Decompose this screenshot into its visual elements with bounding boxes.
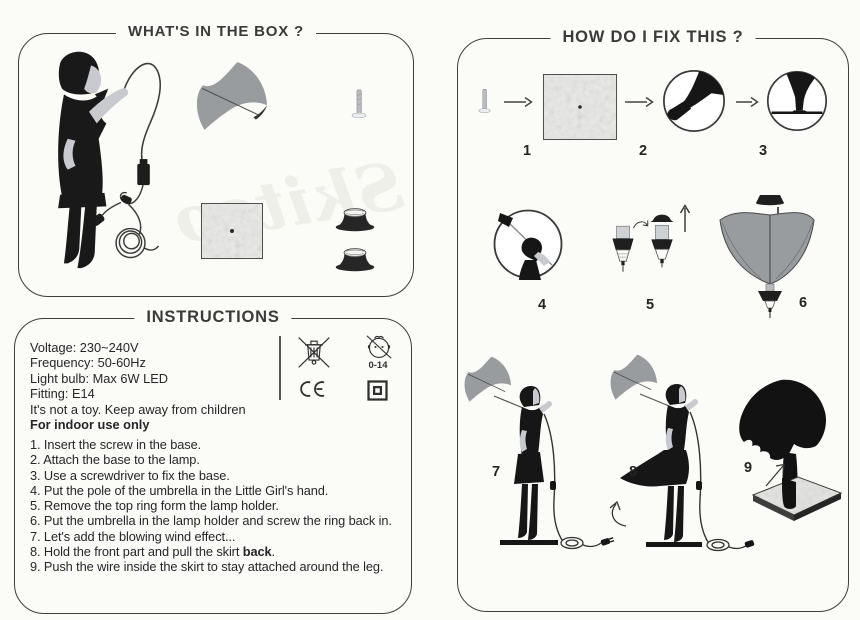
fix-step-number: 6 xyxy=(798,295,808,311)
spec-line: Voltage: 230~240V xyxy=(30,340,139,355)
instruction-steps xyxy=(30,437,392,575)
panel-whats-in-the-box xyxy=(18,23,414,297)
panel-title: WHAT'S IN THE BOX ? xyxy=(116,23,316,40)
instruction-step: 5. Remove the top ring form the lamp holder. xyxy=(30,498,279,514)
age-restriction-icon xyxy=(364,334,394,360)
spec-block xyxy=(30,340,246,432)
fix-step-number: 5 xyxy=(645,297,655,313)
little-girl-with-cord-illustration xyxy=(31,50,176,272)
arrow-right-icon xyxy=(735,96,759,108)
class-ii-icon xyxy=(367,380,388,401)
arrow-up-icon xyxy=(679,204,691,234)
instruction-step: 3. Use a screwdriver to fix the base. xyxy=(30,467,230,483)
umbrella-shade-illustration xyxy=(187,53,275,143)
fix-step-number: 2 xyxy=(638,143,648,159)
fix-step-number: 3 xyxy=(758,143,768,159)
step8-text: 8. Hold the front part and pull the skirt xyxy=(30,544,243,560)
marble-texture xyxy=(544,75,616,139)
lamp-holder-ring-illustration xyxy=(334,244,376,272)
instruction-step: 6. Put the umbrella in the lamp holder and screw the ring back in. xyxy=(30,513,392,529)
spec-line: Light bulb: Max 6W LED xyxy=(30,370,168,386)
instruction-step: 9. Push the wire inside the skirt to stay attached around the leg. xyxy=(30,559,384,575)
spec-icons-divider xyxy=(279,336,281,400)
instruction-step: 2. Attach the base to the lamp. xyxy=(30,452,200,468)
fix-step-number: 1 xyxy=(522,143,532,159)
panel-title: INSTRUCTIONS xyxy=(134,308,291,327)
fix-step-number: 4 xyxy=(537,297,547,313)
fix-step-number: 8 xyxy=(628,464,638,480)
spec-line: Fitting: E14 xyxy=(30,386,95,402)
arrow-right-icon xyxy=(624,96,654,108)
spec-line: It's not a toy. Keep away from children xyxy=(30,401,246,417)
step8-bold-word: back xyxy=(242,544,272,560)
panel-title: HOW DO I FIX THIS ? xyxy=(550,28,755,47)
screw-illustration xyxy=(350,87,368,123)
ce-mark-icon xyxy=(299,380,327,398)
fix-step-number: 9 xyxy=(743,460,753,476)
marble-base-illustration xyxy=(201,203,263,259)
lamp-holder-ring-illustration xyxy=(334,204,376,232)
age-restriction-label: 0-14 xyxy=(368,360,388,371)
step1-screw-illustration xyxy=(477,87,492,117)
fix-step-number: 7 xyxy=(491,464,501,480)
step4-pole-in-hand-illustration xyxy=(492,208,564,280)
paper-watermark: Skitso xyxy=(169,146,409,260)
step8-wind-effect-illustration xyxy=(596,350,756,562)
instruction-step xyxy=(30,544,392,559)
spec-line: Frequency: 50-60Hz xyxy=(30,355,146,371)
spec-line-bold: For indoor use only xyxy=(30,417,150,433)
weee-bin-icon xyxy=(296,334,332,370)
arrow-right-icon xyxy=(503,96,533,108)
marble-texture xyxy=(202,204,262,258)
instruction-step: 7. Let's add the blowing wind effect... xyxy=(30,528,236,544)
step8-text: . xyxy=(271,544,276,560)
instruction-step: 4. Put the pole of the umbrella in the Little Girl's hand. xyxy=(30,482,329,498)
step3-fix-base-illustration xyxy=(765,69,829,133)
instruction-step: 1. Insert the screw in the base. xyxy=(30,437,202,452)
step5-ring-removed-illustration xyxy=(648,210,676,272)
step7-finished-lamp-illustration xyxy=(456,350,616,562)
step2-attach-base-illustration xyxy=(661,68,727,134)
step1-base-plate-illustration xyxy=(543,74,617,140)
